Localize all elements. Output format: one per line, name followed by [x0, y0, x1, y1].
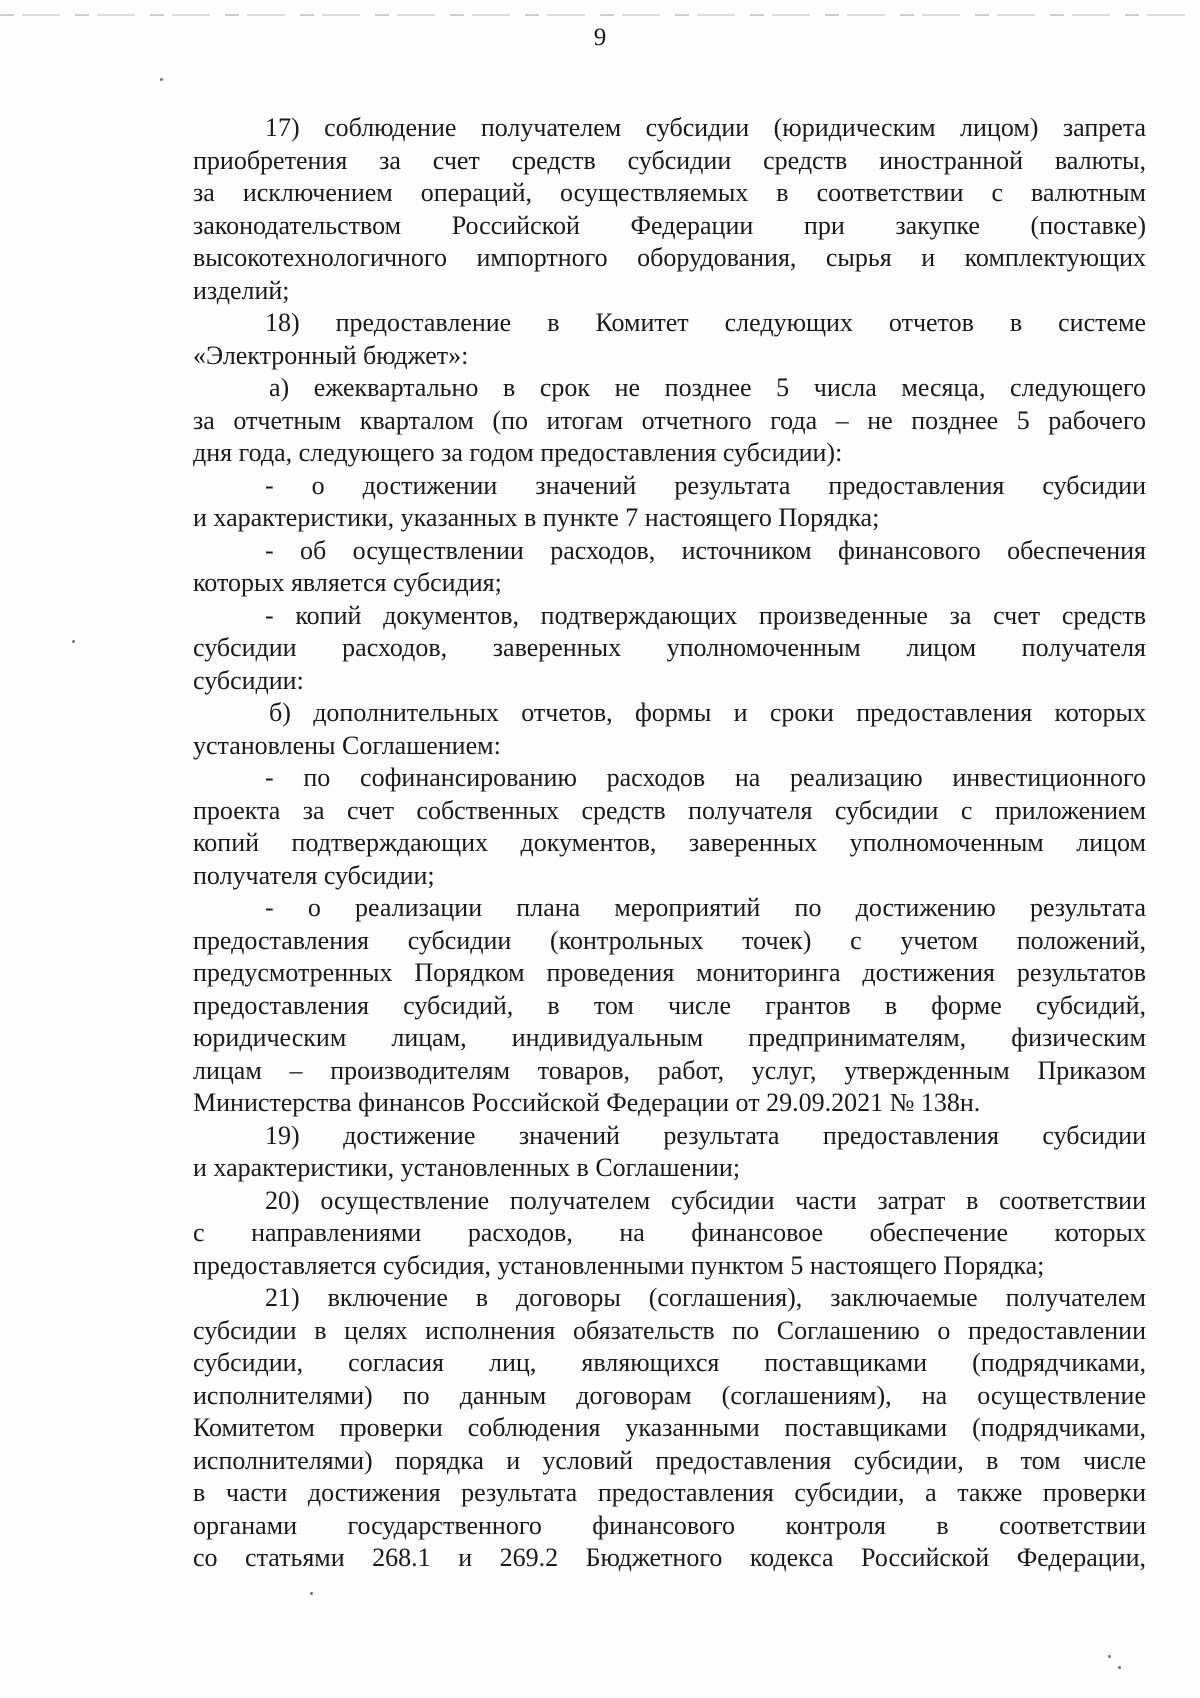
text-line: субсидии, согласия лиц, являющихся поставщиками (подрядчиками,	[193, 1348, 1146, 1377]
text-line: субсидии в целях исполнения обязательств по Соглашению о предоставлении	[193, 1315, 1146, 1345]
text-line: - о достижении значений результата предоставления субсидии	[265, 470, 1146, 500]
text-line: 18) предоставление в Комитет следующих отчетов в системе	[265, 308, 1146, 337]
text-line: со статьями 268.1 и 269.2 Бюджетного кодекса Российской Федерации,	[193, 1543, 1146, 1572]
text-line: установлены Соглашением:	[193, 730, 501, 760]
text-line: которых является субсидия;	[193, 568, 502, 597]
text-line: «Электронный бюджет»:	[193, 340, 469, 370]
scan-speck	[72, 640, 75, 643]
text-line: - копий документов, подтверждающих произведенные за счет средств	[265, 600, 1146, 630]
text-line: с направлениями расходов, на финансовое обеспечение которых	[193, 1218, 1146, 1247]
scan-speck	[160, 78, 163, 81]
scan-speck	[1108, 1655, 1111, 1658]
text-line: проекта за счет собственных средств получателя субсидии с приложением	[193, 795, 1146, 825]
text-line: предоставления субсидии (контрольных точек) с учетом положений,	[193, 925, 1146, 955]
text-line: 19) достижение значений результата предоставления субсидии	[265, 1120, 1146, 1150]
text-line: приобретения за счет средств субсидии средств иностранной валюты,	[193, 145, 1146, 175]
text-line: - об осуществлении расходов, источником финансового обеспечения	[265, 535, 1146, 565]
scan-speck	[310, 1592, 313, 1595]
text-line: Министерства финансов Российской Федерации от 29.09.2021 № 138н.	[193, 1088, 981, 1117]
text-line: исполнителями) порядка и условий предоставления субсидии, в том числе	[193, 1445, 1146, 1475]
text-line: и характеристики, установленных в Соглашении;	[193, 1153, 741, 1182]
text-line: 21) включение в договоры (соглашения), заключаемые получателем	[265, 1283, 1146, 1312]
text-line: предоставления субсидий, в том числе грантов в форме субсидий,	[193, 990, 1146, 1020]
text-line: 20) осуществление получателем субсидии части затрат в соответствии	[265, 1185, 1146, 1215]
scan-artifact-top	[0, 14, 1200, 16]
text-line: высокотехнологичного импортного оборудования, сырья и комплектующих	[193, 243, 1146, 272]
text-line: за отчетным кварталом (по итогам отчетного года – не позднее 5 рабочего	[193, 405, 1146, 435]
text-line: - о реализации плана мероприятий по достижению результата	[265, 893, 1146, 922]
text-line: получателя субсидии;	[193, 860, 435, 890]
text-line: копий подтверждающих документов, заверенных уполномоченным лицом	[193, 828, 1146, 857]
text-line: за исключением операций, осуществляемых в соответствии с валютным	[193, 178, 1146, 207]
text-line: и характеристики, указанных в пункте 7 настоящего Порядка;	[193, 503, 880, 532]
text-line: субсидии:	[193, 665, 304, 695]
text-line: предусмотренных Порядком проведения мониторинга достижения результатов	[193, 958, 1146, 987]
text-line: дня года, следующего за годом предоставления субсидии):	[193, 438, 843, 467]
text-line: предоставляется субсидия, установленными пунктом 5 настоящего Порядка;	[193, 1250, 1045, 1280]
text-line: юридическим лицам, индивидуальным предпринимателям, физическим	[193, 1023, 1146, 1052]
text-line: изделий;	[193, 275, 290, 305]
text-line: законодательством Российской Федерации при закупке (поставке)	[193, 210, 1146, 240]
text-line: органами государственного финансового контроля в соответствии	[193, 1510, 1146, 1540]
text-line: в части достижения результата предоставления субсидии, а также проверки	[193, 1478, 1146, 1507]
text-line: - по софинансированию расходов на реализацию инвестиционного	[265, 763, 1146, 792]
text-line: исполнителями) по данным договорам (соглашениям), на осуществление	[193, 1380, 1146, 1410]
text-line: Комитетом проверки соблюдения указанными поставщиками (подрядчиками,	[193, 1413, 1146, 1442]
text-line: субсидии расходов, заверенных уполномоченным лицом получателя	[193, 633, 1146, 662]
text-line: лицам – производителям товаров, работ, услуг, утвержденным Приказом	[193, 1055, 1146, 1085]
scan-speck	[1118, 1666, 1121, 1669]
document-body	[193, 112, 1146, 1575]
page-number: 9	[593, 24, 607, 51]
text-line: б) дополнительных отчетов, формы и сроки предоставления которых	[269, 698, 1146, 727]
text-line: 17) соблюдение получателем субсидии (юридическим лицом) запрета	[265, 113, 1146, 142]
text-line: а) ежеквартально в срок не позднее 5 числа месяца, следующего	[269, 373, 1146, 402]
